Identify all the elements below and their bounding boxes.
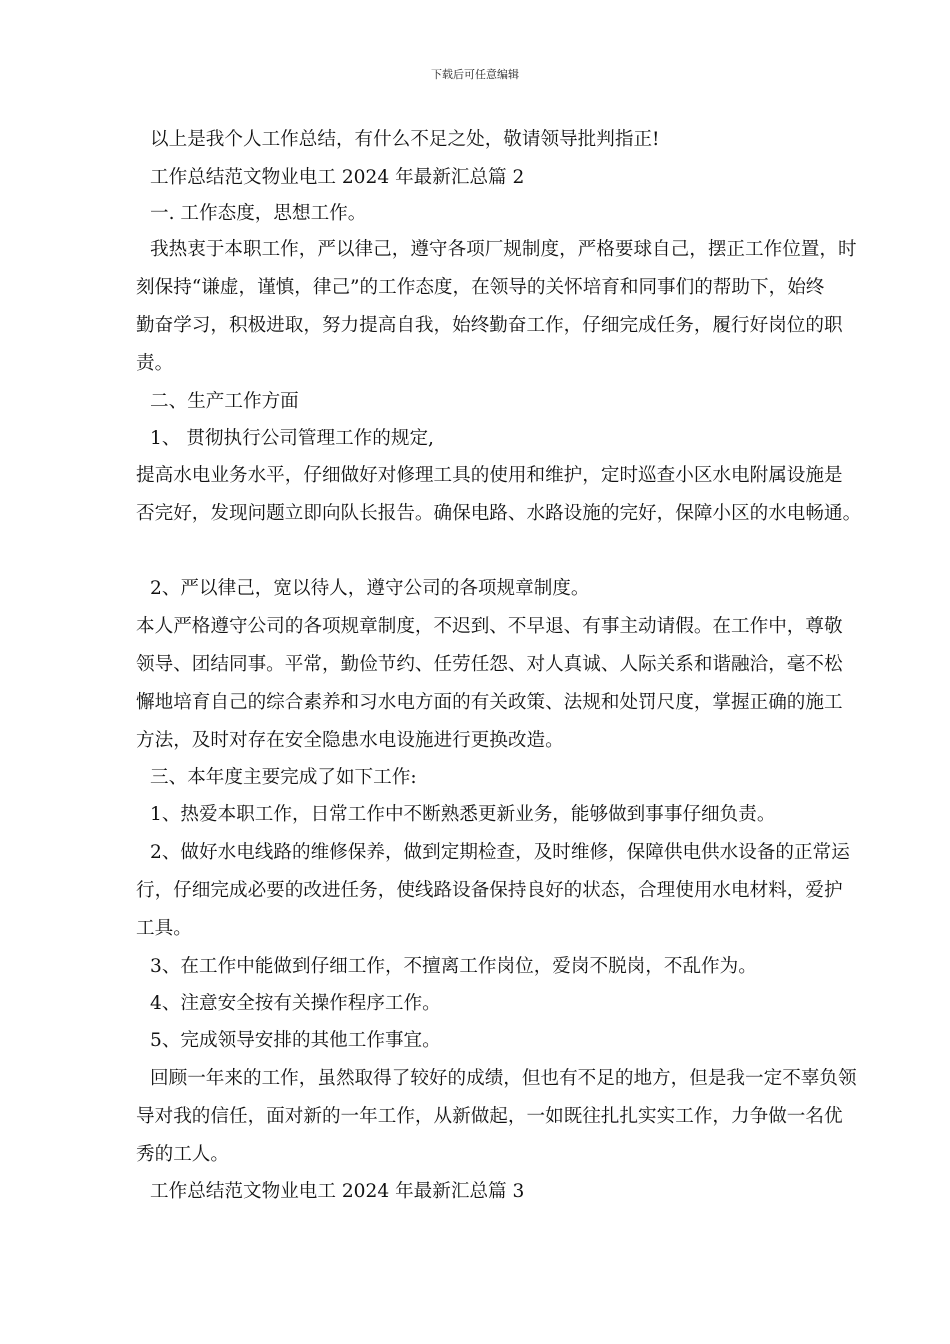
list-item: 5、完成领导安排的其他工作事宜。	[150, 1030, 441, 1051]
list-item: 1、 贯彻执行公司管理工作的规定,	[150, 428, 434, 449]
paragraph-line: 回顾一年来的工作，虽然取得了较好的成绩，但也有不足的地方，但是我一定不辜负领	[150, 1068, 857, 1089]
section-heading: 一. 工作态度，思想工作。	[150, 203, 367, 224]
list-item: 2、做好水电线路的维修保养，做到定期检查，及时维修，保障供电供水设备的正常运	[150, 842, 850, 863]
list-item: 4、注意安全按有关操作程序工作。	[150, 993, 441, 1014]
list-item: 1、热爱本职工作，日常工作中不断熟悉更新业务，能够做到事事仔细负责。	[150, 804, 776, 825]
page-header: 下载后可任意编辑	[431, 68, 519, 81]
paragraph-line: 责。	[136, 353, 174, 374]
paragraph-line: 行，仔细完成必要的改进任务，使线路设备保持良好的状态，合理使用水电材料，爱护	[136, 880, 843, 901]
list-item: 2、严以律己，宽以待人，遵守公司的各项规章制度。	[150, 578, 590, 599]
paragraph-line: 懈地培育自己的综合素养和习水电方面的有关政策、法规和处罚尺度，掌握正确的施工	[136, 692, 843, 713]
paragraph-line: 导对我的信任，面对新的一年工作，从新做起，一如既往扎扎实实工作，力争做一名优	[136, 1106, 843, 1127]
section-heading: 工作总结范文物业电工 2024 年最新汇总篇 3	[150, 1181, 525, 1202]
paragraph-line: 刻保持“谦虚，谨慎，律己”的工作态度，在领导的关怀培育和同事们的帮助下，始终	[136, 277, 825, 298]
section-heading: 工作总结范文物业电工 2024 年最新汇总篇 2	[150, 167, 525, 188]
paragraph-line: 方法，及时对存在安全隐患水电设施进行更换改造。	[136, 730, 564, 751]
paragraph-line: 工具。	[136, 918, 192, 939]
paragraph-line: 秀的工人。	[136, 1144, 229, 1165]
paragraph-line: 我热衷于本职工作，严以律己，遵守各项厂规制度，严格要球自己，摆正工作位置，时	[150, 239, 857, 260]
paragraph-line: 本人严格遵守公司的各项规章制度，不迟到、不早退、有事主动请假。在工作中，尊敬	[136, 616, 843, 637]
paragraph-line: 勤奋学习，积极进取，努力提高自我，始终勤奋工作，仔细完成任务，履行好岗位的职	[136, 315, 843, 336]
paragraph-line: 以上是我个人工作总结，有什么不足之处，敬请领导批判指正!	[150, 129, 660, 150]
section-heading: 二、生产工作方面	[150, 391, 299, 412]
list-item: 3、在工作中能做到仔细工作，不擅离工作岗位，爱岗不脱岗，不乱作为。	[150, 956, 757, 977]
paragraph-line: 领导、团结同事。平常，勤俭节约、任劳任怨、对人真诚、人际关系和谐融洽，毫不松	[136, 654, 843, 675]
paragraph-line: 否完好，发现问题立即向队长报告。确保电路、水路设施的完好，保障小区的水电畅通。	[136, 503, 862, 524]
paragraph-line: 提高水电业务水平，仔细做好对修理工具的使用和维护，定时巡查小区水电附属设施是	[136, 465, 843, 486]
section-heading: 三、本年度主要完成了如下工作:	[150, 767, 417, 788]
